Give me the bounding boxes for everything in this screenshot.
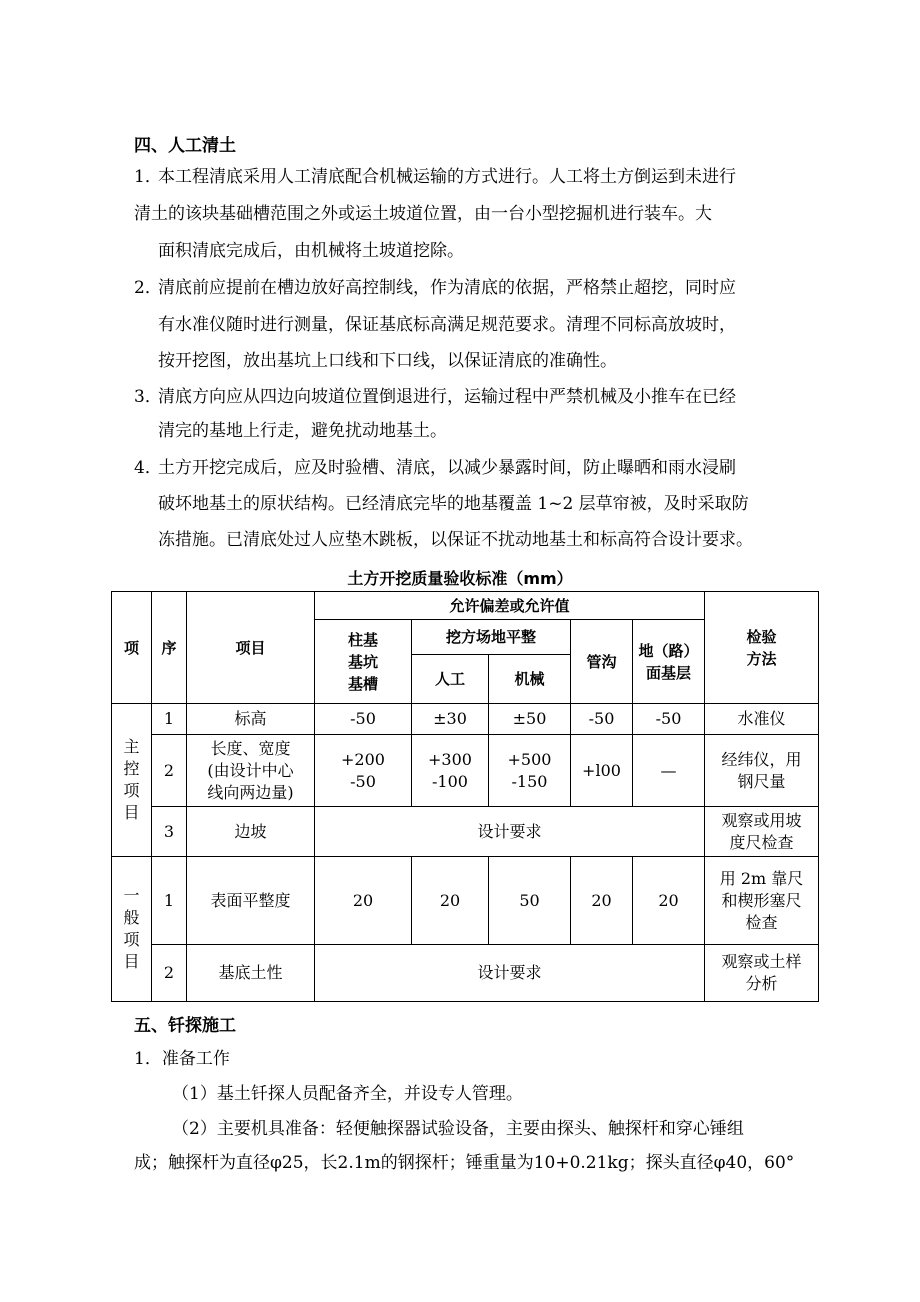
item-2-number: 2．: [134, 278, 162, 298]
table-row: [112, 704, 819, 735]
group-main: 主 控 项 目: [112, 704, 152, 857]
cell-trench: +l00: [571, 735, 633, 807]
cell-machine: 50: [489, 857, 571, 945]
item-1-line-1: 本工程清底采用人工清底配合机械运输的方式进行。人工将土方倒运到未进行: [158, 167, 736, 187]
header-ground: 地（路） 面基层: [633, 620, 705, 704]
quality-acceptance-table: [111, 591, 819, 1002]
item-1-line-3: 面积清底完成后，由机械将土坡道挖除。: [158, 241, 464, 261]
cell-method: 水准仪: [705, 704, 819, 735]
cell-name: 表面平整度: [187, 857, 315, 945]
table-row: [112, 735, 819, 807]
header-name: 项目: [187, 592, 315, 704]
item-1-line-2: 清土的该块基础槽范围之外或运土坡道位置，由一台小型挖掘机进行装车。大: [134, 204, 712, 224]
cell-seq: 1: [152, 857, 187, 945]
cell-trench: -50: [571, 704, 633, 735]
item-1-number: 1．: [134, 167, 162, 187]
cell-method: 观察或土样 分析: [705, 945, 819, 1002]
header-machine: 机械: [489, 655, 571, 704]
cell-machine: +500 -150: [489, 735, 571, 807]
cell-name: 边坡: [187, 807, 315, 857]
item-2-line-2: 有水准仪随时进行测量，保证基底标高满足规范要求。清理不同标高放坡时，: [158, 315, 736, 335]
cell-machine: ±50: [489, 704, 571, 735]
cell-method: 观察或用坡 度尺检查: [705, 807, 819, 857]
section-4-heading: 四、人工清土: [134, 136, 236, 156]
item-4-line-2: 破坏地基土的原状结构。已经清底完毕的地基覆盖 1~2 层草帘被，及时采取防: [158, 494, 749, 514]
cell-seq: 2: [152, 735, 187, 807]
header-item: 项: [112, 592, 152, 704]
cell-name: 长度、宽度 (由设计中心 线向两边量): [187, 735, 315, 807]
header-method: 检验 方法: [705, 592, 819, 704]
cell-manual: +300 -100: [412, 735, 489, 807]
table-row: [112, 945, 819, 1002]
item-4-line-1: 土方开挖完成后，应及时验槽、清底，以减少暴露时间，防止曝晒和雨水浸刷: [158, 458, 736, 478]
item-4-line-3: 冻措施。已清底处过人应垫木跳板，以保证不扰动地基土和标高符合设计要求。: [158, 530, 753, 550]
header-allowance: 允许偏差或允许值: [315, 592, 705, 620]
cell-pit: 20: [315, 857, 412, 945]
header-pit: 柱基 基坑 基槽: [315, 620, 412, 704]
paragraph-equipment-line-2: 成；触探杆为直径φ25，长2.1m的钢探杆；锤重量为10+0.21kg；探头直径φ40，60°: [134, 1153, 795, 1173]
cell-ground: 20: [633, 857, 705, 945]
item-3-line-1: 清底方向应从四边向坡道位置倒退进行，运输过程中严禁机械及小推车在已经: [158, 387, 736, 407]
cell-name: 标高: [187, 704, 315, 735]
cell-pit: +200 -50: [315, 735, 412, 807]
cell-pit: -50: [315, 704, 412, 735]
cell-merged: 设计要求: [315, 807, 705, 857]
cell-trench: 20: [571, 857, 633, 945]
cell-ground: -50: [633, 704, 705, 735]
section-5-heading: 五、钎探施工: [134, 1016, 236, 1036]
cell-seq: 1: [152, 704, 187, 735]
item-2-line-1: 清底前应提前在槽边放好高控制线，作为清底的依据，严格禁止超挖，同时应: [158, 278, 736, 298]
item-4-number: 4．: [134, 458, 162, 478]
cell-merged: 设计要求: [315, 945, 705, 1002]
header-site: 挖方场地平整: [412, 620, 571, 655]
cell-ground: —: [633, 735, 705, 807]
header-manual: 人工: [412, 655, 489, 704]
table-row: [112, 807, 819, 857]
header-trench: 管沟: [571, 620, 633, 704]
cell-manual: ±30: [412, 704, 489, 735]
header-seq: 序: [152, 592, 187, 704]
subheading-preparation: 1．准备工作: [134, 1049, 230, 1069]
cell-name: 基底土性: [187, 945, 315, 1002]
item-2-line-3: 按开挖图，放出基坑上口线和下口线，以保证清底的准确性。: [158, 351, 617, 371]
paragraph-equipment-line-1: （2）主要机具准备：轻便触探器试验设备，主要由探头、触探杆和穿心锤组: [172, 1119, 744, 1139]
cell-method: 用 2m 靠尺 和楔形塞尺 检查: [705, 857, 819, 945]
table-title: 土方开挖质量验收标准（mm）: [347, 569, 573, 588]
item-3-number: 3．: [134, 387, 162, 407]
cell-seq: 3: [152, 807, 187, 857]
cell-seq: 2: [152, 945, 187, 1002]
table-row: [112, 857, 819, 945]
cell-method: 经纬仪，用 钢尺量: [705, 735, 819, 807]
item-3-line-2: 清完的基地上行走，避免扰动地基土。: [158, 421, 447, 441]
cell-manual: 20: [412, 857, 489, 945]
group-general: 一 般 项 目: [112, 857, 152, 1002]
paragraph-personnel: （1）基土钎探人员配备齐全，并设专人管理。: [172, 1084, 523, 1104]
